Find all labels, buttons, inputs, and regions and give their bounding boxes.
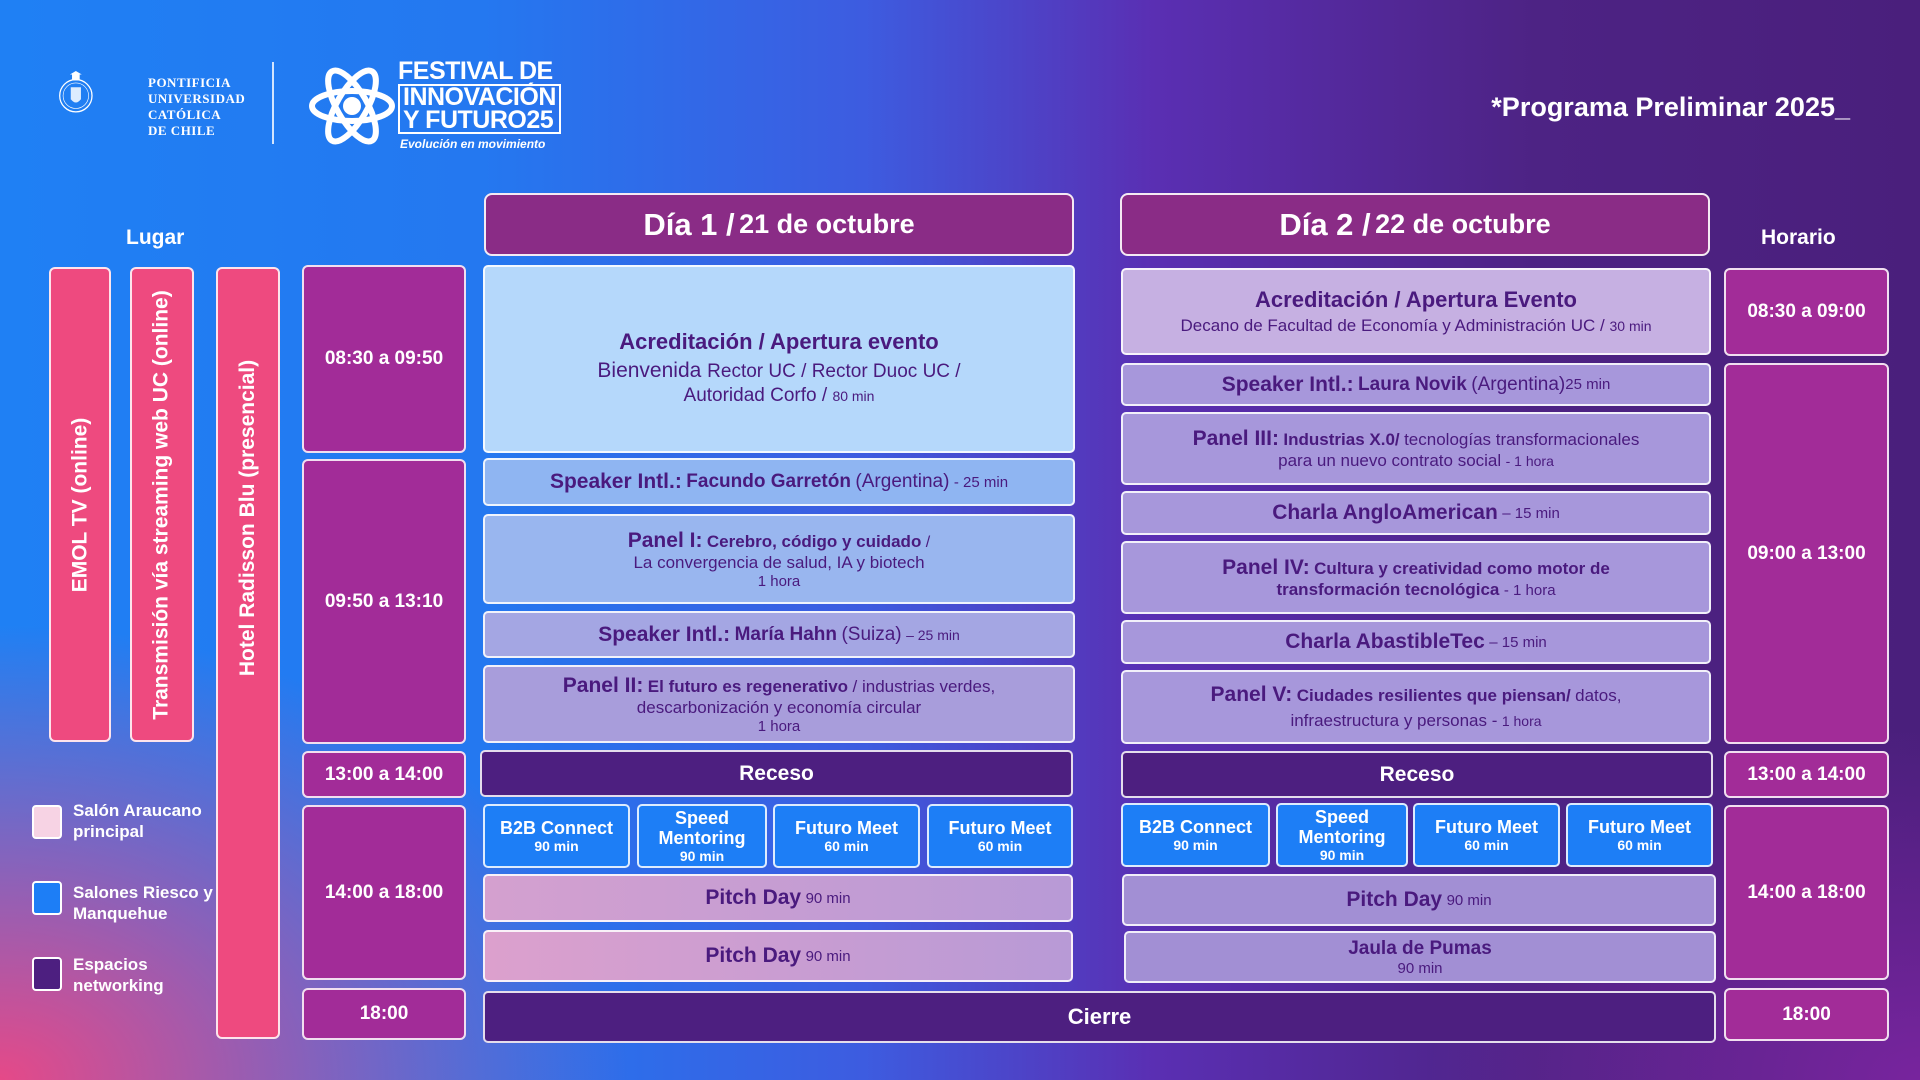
day1-speaker1: [483, 458, 1075, 506]
event-title: Panel IV:: [1222, 555, 1310, 579]
event-text: /: [925, 533, 931, 551]
time-slot: 08:30 a 09:50: [302, 265, 466, 453]
event-text: tecnologías transformacionales: [1404, 429, 1640, 449]
day1-speed-mentoring: [637, 804, 767, 868]
event-duration: - 1 hora: [1505, 452, 1554, 469]
event-duration: 90 min: [805, 889, 851, 907]
event-title: Speaker Intl.:: [1221, 372, 1354, 396]
block-title: Futuro Meet: [1588, 817, 1691, 837]
venue-streaming: [130, 267, 194, 742]
event-duration: 25 min: [1565, 376, 1611, 393]
event-subtitle: El futuro es regenerativo: [647, 676, 849, 696]
uc-line: CATÓLICA: [148, 107, 222, 122]
block-duration: 90 min: [1173, 837, 1218, 853]
event-duration: – 25 min: [906, 626, 960, 643]
legend-swatch-salon-araucano: [32, 805, 62, 839]
day2-b2b-connect: [1121, 803, 1270, 867]
uc-name: [148, 75, 245, 139]
block-duration: 90 min: [679, 848, 725, 864]
day2-acreditacion: [1121, 268, 1711, 355]
block-title: B2B Connect: [499, 818, 613, 838]
time-slot: 13:00 a 14:00: [302, 751, 466, 798]
event-duration: 90 min: [805, 947, 851, 965]
day1-futuro-meet-1: [773, 804, 920, 868]
event-title: Panel II:: [562, 673, 644, 697]
time-slot: 09:00 a 13:00: [1724, 363, 1889, 744]
event-title: Panel V:: [1210, 683, 1293, 706]
event-duration: 30 min: [1609, 318, 1652, 334]
event-duration: - 25 min: [953, 473, 1009, 491]
day-label: Día 2 /: [1279, 206, 1371, 242]
venue-label: EMOL TV (online): [68, 417, 92, 592]
day2-pitch-day: [1122, 874, 1716, 926]
venue-label: Hotel Radisson Blu (presencial): [236, 359, 260, 677]
festival-title: [398, 57, 561, 134]
event-duration: – 15 min: [1502, 504, 1560, 522]
event-duration: 80 min: [832, 388, 875, 404]
event-title: Pitch Day: [1346, 888, 1443, 911]
day2-speaker: [1121, 363, 1711, 406]
speaker-country: (Argentina): [1471, 373, 1566, 395]
speaker-country: (Argentina): [855, 471, 950, 492]
block-duration: 60 min: [1617, 837, 1662, 853]
legend-label: Salones Riesco y Manquehue: [73, 883, 213, 923]
block-duration: 90 min: [534, 838, 579, 854]
festival-line: Y FUTURO25: [403, 106, 554, 134]
time-slot: 13:00 a 14:00: [1724, 751, 1889, 798]
event-subtitle: Cultura y creatividad como motor de: [1314, 558, 1610, 578]
day2-jaula-de-pumas: [1124, 931, 1716, 983]
legend-label: Espacios networking: [73, 955, 164, 995]
event-title: Panel III:: [1192, 426, 1279, 450]
event-text: datos,: [1575, 686, 1622, 705]
event-duration: 90 min: [1446, 891, 1492, 909]
legend-label: Salón Araucano principal: [73, 801, 202, 841]
block-duration: 60 min: [1464, 837, 1509, 853]
day2-charla-abastibletec: [1121, 620, 1711, 664]
event-duration: – 15 min: [1489, 633, 1547, 651]
day1-futuro-meet-2: [927, 804, 1073, 868]
day2-receso: Receso: [1121, 751, 1713, 798]
day1-panel2: [483, 665, 1075, 743]
program-label: *Programa Preliminar 2025_: [1491, 92, 1850, 122]
event-title: Pitch Day: [705, 886, 802, 909]
event-title: Jaula de Pumas: [1348, 937, 1492, 959]
event-subtitle: transformación tecnológica: [1276, 579, 1500, 599]
event-title: Charla AngloAmerican: [1272, 501, 1498, 524]
day1-header: [484, 193, 1074, 256]
time-slot: 18:00: [302, 988, 466, 1040]
event-text: para un nuevo contrato social: [1278, 450, 1502, 470]
block-duration: 60 min: [977, 838, 1023, 854]
festival-box: [398, 84, 561, 134]
cierre: Cierre: [483, 991, 1716, 1043]
event-subtitle: Industrias X.0/: [1283, 429, 1400, 449]
event-duration: - 1 hora: [1503, 581, 1556, 599]
day1-pitch-day-2: [483, 930, 1073, 982]
block-duration: 60 min: [824, 838, 869, 854]
venue-radisson: [216, 267, 280, 1039]
lugar-label: Lugar: [126, 226, 185, 249]
uc-line: PONTIFICIA: [148, 75, 232, 90]
time-slot: 18:00: [1724, 988, 1889, 1041]
header-divider: [272, 62, 274, 144]
block-title: Speed Mentoring: [658, 808, 746, 848]
day1-receso: Receso: [480, 750, 1073, 797]
day1-b2b-connect: [483, 804, 630, 868]
day2-header: [1120, 193, 1710, 256]
day2-panel3: [1121, 412, 1711, 485]
legend-swatch-salones-riesco: [32, 881, 62, 915]
event-title: Pitch Day: [705, 944, 802, 967]
block-title: Futuro Meet: [795, 818, 898, 838]
event-text: infraestructura y personas -: [1290, 711, 1498, 730]
time-slot: 09:50 a 13:10: [302, 459, 466, 744]
time-slot: 14:00 a 18:00: [302, 805, 466, 980]
speaker-name: Laura Novik: [1358, 373, 1467, 395]
uc-crest-logo: [58, 38, 143, 150]
day2-charla-angloamerican: [1121, 491, 1711, 535]
event-duration: 1 hora: [1501, 713, 1542, 729]
day1-acreditacion: [483, 265, 1075, 453]
day2-panel5: [1121, 670, 1711, 744]
time-slot: 08:30 a 09:00: [1724, 268, 1889, 356]
venue-label: Transmisión vía streaming web UC (online): [150, 289, 173, 720]
event-duration: 1 hora: [757, 717, 801, 735]
block-duration: 90 min: [1319, 847, 1365, 863]
date-label: 21 de octubre: [739, 209, 915, 239]
venue-emol: [49, 267, 111, 742]
festival-tagline: Evolución en movimiento: [400, 137, 546, 151]
day2-speed-mentoring: [1276, 803, 1408, 867]
horario-label: Horario: [1761, 226, 1836, 249]
day2-futuro-meet-2: [1566, 803, 1713, 867]
festival-line: FESTIVAL DE: [398, 57, 553, 85]
day1-pitch-day-1: [483, 874, 1073, 922]
block-title: Futuro Meet: [948, 818, 1052, 838]
festival-line: INNOVACIÓN: [403, 83, 556, 111]
event-title: Acreditación / Apertura Evento: [1255, 287, 1577, 312]
event-text: Decano de Facultad de Economía y Administración UC /: [1180, 316, 1605, 335]
event-title: Acreditación / Apertura evento: [619, 329, 939, 354]
atom-icon: [308, 60, 396, 152]
event-subtitle: Cerebro, código y cuidado: [706, 531, 922, 551]
event-text: Bienvenida: [597, 359, 702, 382]
speaker-name: Facundo Garretón: [686, 471, 851, 492]
event-text: descarbonización y economía circular: [636, 697, 922, 717]
speaker-name: María Hahn: [734, 623, 837, 645]
day-label: Día 1 /: [643, 206, 735, 242]
event-text: / industrias verdes,: [852, 676, 996, 696]
date-label: 22 de octubre: [1375, 209, 1551, 239]
event-subtitle: Ciudades resilientes que piensan/: [1296, 686, 1571, 705]
block-title: Speed Mentoring: [1298, 807, 1386, 847]
event-duration: 1 hora: [757, 572, 801, 590]
event-title: Panel I:: [627, 528, 703, 552]
time-slot: 14:00 a 18:00: [1724, 805, 1889, 980]
event-text: La convergencia de salud, IA y biotech: [633, 552, 925, 572]
event-text: Autoridad Corfo /: [683, 385, 828, 406]
event-title: Speaker Intl.:: [549, 470, 682, 493]
event-duration: 90 min: [1397, 959, 1443, 977]
event-text: Rector UC / Rector Duoc UC /: [707, 361, 961, 382]
block-title: Futuro Meet: [1435, 817, 1538, 837]
uc-line: DE CHILE: [148, 123, 216, 138]
event-title: Charla AbastibleTec: [1285, 630, 1485, 653]
day2-panel4: [1121, 541, 1711, 614]
day2-futuro-meet-1: [1413, 803, 1560, 867]
speaker-country: (Suiza): [841, 623, 902, 645]
day1-speaker2: [483, 611, 1075, 658]
block-title: B2B Connect: [1138, 817, 1252, 837]
day1-panel1: [483, 514, 1075, 604]
event-title: Speaker Intl.:: [598, 622, 731, 646]
uc-line: UNIVERSIDAD: [148, 91, 246, 106]
legend-swatch-networking: [32, 957, 62, 991]
